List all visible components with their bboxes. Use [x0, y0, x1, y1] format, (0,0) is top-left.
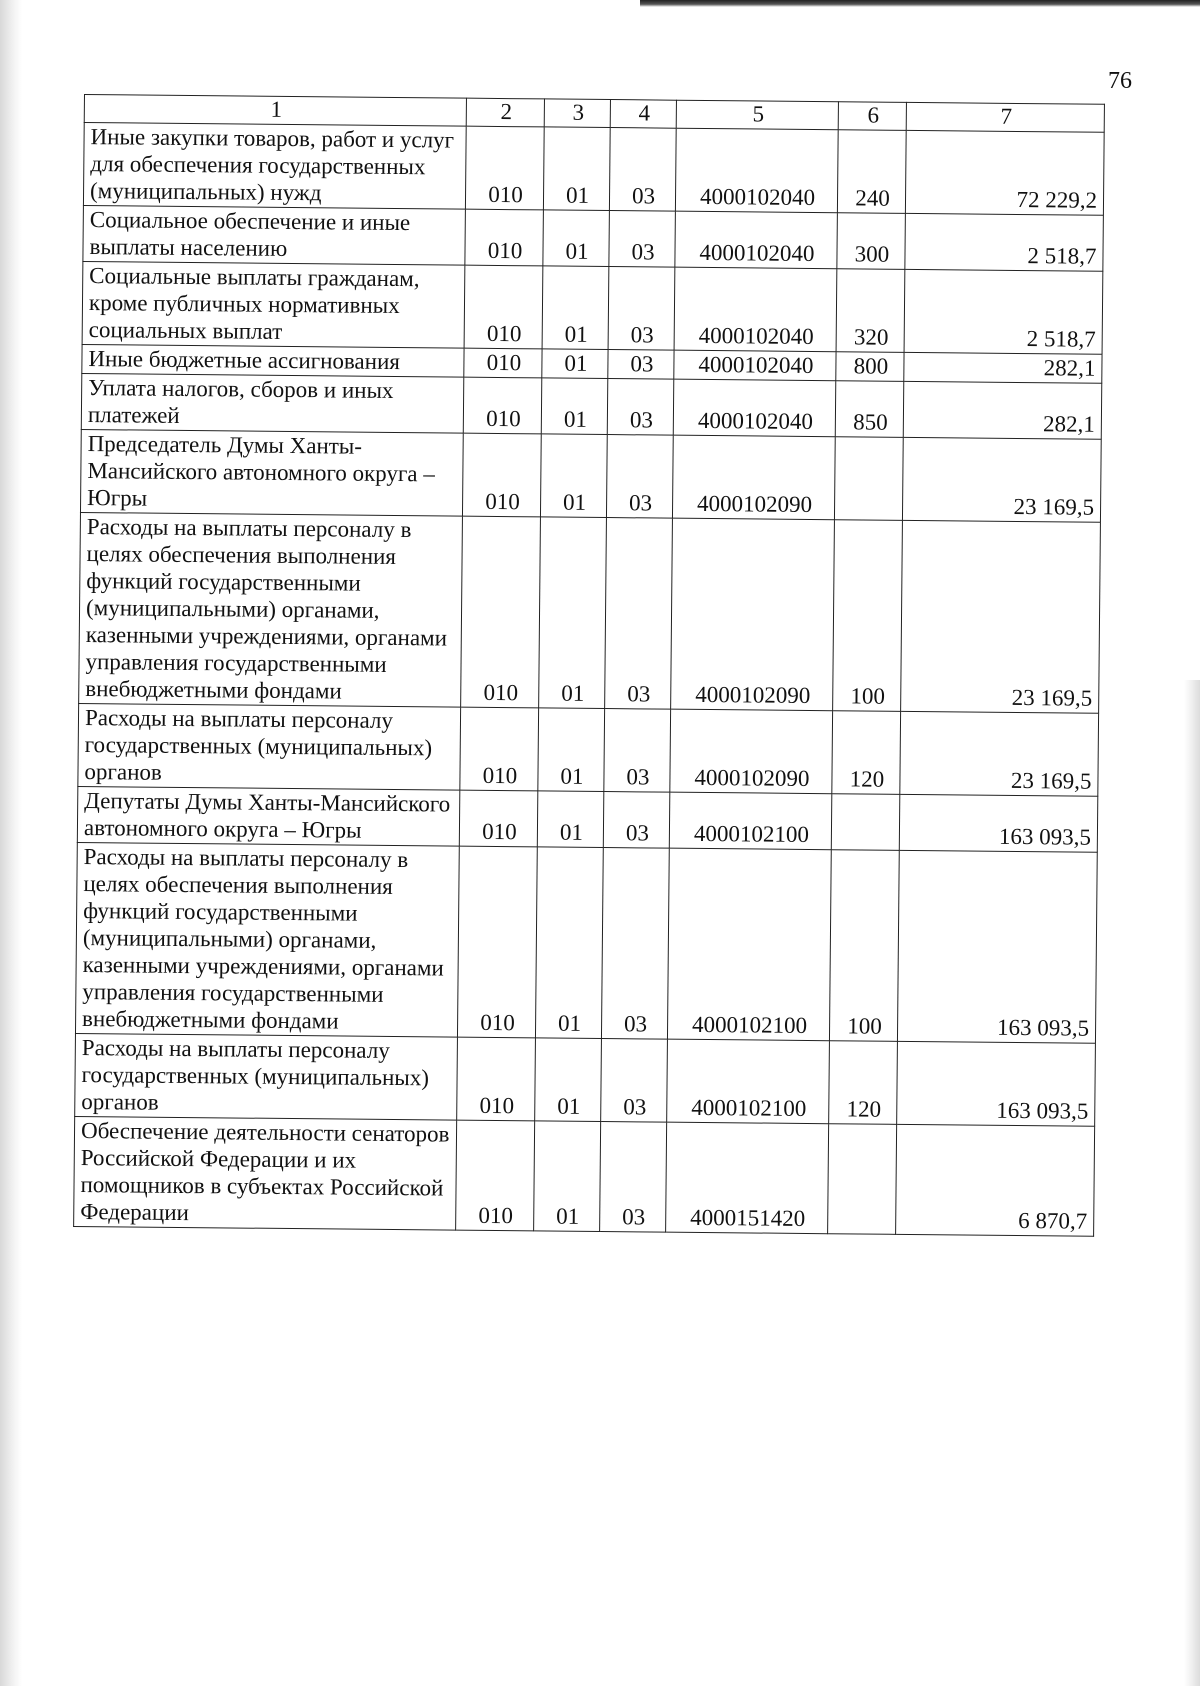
row-amount-cell: 6 870,7 — [896, 1124, 1095, 1236]
scan-edge-right — [1184, 680, 1200, 1686]
row-code-subsection-cell: 03 — [609, 211, 676, 268]
row-code-section-cell: 01 — [537, 791, 604, 848]
row-code-target-cell: 4000102100 — [669, 792, 832, 850]
row-code-target-cell: 4000102090 — [672, 435, 835, 520]
scan-edge-top — [640, 0, 1200, 7]
row-code-subsection-cell: 03 — [604, 709, 671, 793]
header-cell: 3 — [544, 99, 610, 128]
table-row — [82, 261, 1103, 354]
table-row — [75, 842, 1097, 1043]
row-code-section-cell: 01 — [542, 266, 609, 350]
row-code-subsection-cell: 03 — [601, 848, 669, 1040]
row-code-target-cell: 4000102040 — [674, 350, 836, 381]
row-code-target-cell: 4000102090 — [671, 518, 835, 711]
row-code-expense-type-cell — [834, 437, 903, 521]
row-amount-cell: 2 518,7 — [905, 213, 1104, 271]
table-row — [79, 512, 1101, 713]
row-code-section-cell: 01 — [535, 847, 603, 1039]
header-cell: 1 — [84, 95, 466, 127]
table-row — [83, 205, 1103, 271]
table-row — [81, 373, 1101, 439]
row-code-subsection-cell: 03 — [609, 128, 676, 212]
row-amount-cell: 163 093,5 — [899, 794, 1098, 852]
row-code-ministry-cell: 010 — [462, 433, 541, 517]
header-cell: 5 — [676, 100, 838, 130]
row-code-ministry-cell: 010 — [464, 348, 542, 378]
table-row — [80, 429, 1101, 522]
row-code-target-cell: 4000102040 — [674, 267, 837, 352]
row-name-cell: Председатель Думы Ханты-Мансийского автономного округа – Югры — [80, 429, 463, 516]
row-code-expense-type-cell: 850 — [835, 381, 904, 438]
row-amount-cell: 72 229,2 — [905, 130, 1104, 215]
row-code-target-cell: 4000151420 — [666, 1122, 829, 1234]
header-cell: 7 — [906, 102, 1104, 132]
row-amount-cell: 282,1 — [903, 381, 1102, 439]
row-name-cell: Обеспечение деятельности сенаторов Российской Федерации и их помощников в субъектах Российской Федерации — [74, 1116, 457, 1230]
row-name-cell: Иные закупки товаров, работ и услуг для обеспечения государственных (муниципальных) нужд — [83, 123, 466, 210]
row-amount-cell: 163 093,5 — [897, 850, 1097, 1043]
row-code-subsection-cell: 03 — [608, 267, 675, 351]
budget-table — [73, 94, 1105, 1237]
row-code-target-cell: 4000102040 — [675, 211, 838, 269]
table-row — [75, 1033, 1096, 1126]
row-name-cell: Расходы на выплаты персоналу государственных (муниципальных) органов — [78, 703, 461, 790]
row-code-subsection-cell: 03 — [600, 1122, 667, 1233]
row-name-cell: Социальные выплаты гражданам, кроме публичных нормативных социальных выплат — [82, 261, 465, 348]
table-row — [74, 1116, 1095, 1236]
row-code-section-cell: 01 — [540, 434, 607, 518]
row-code-section-cell: 01 — [534, 1121, 601, 1232]
header-cell: 4 — [610, 100, 676, 129]
header-cell: 2 — [466, 98, 544, 127]
row-amount-cell: 23 169,5 — [901, 520, 1101, 713]
row-code-ministry-cell: 010 — [459, 790, 538, 847]
table-row — [78, 703, 1099, 796]
page-number: 76 — [1108, 68, 1132, 94]
header-cell: 6 — [838, 102, 906, 131]
row-name-cell: Социальное обеспечение и иные выплаты населению — [83, 205, 466, 265]
row-code-target-cell: 4000102040 — [673, 379, 836, 437]
row-code-expense-type-cell: 300 — [837, 213, 906, 270]
row-code-section-cell: 01 — [543, 210, 610, 267]
row-code-expense-type-cell — [828, 1124, 897, 1235]
row-code-subsection-cell: 03 — [601, 1039, 668, 1123]
row-amount-cell: 282,1 — [904, 352, 1102, 383]
row-name-cell: Иные бюджетные ассигнования — [82, 344, 464, 377]
row-amount-cell: 163 093,5 — [897, 1041, 1096, 1126]
row-code-subsection-cell: 03 — [606, 435, 673, 519]
table-row — [77, 786, 1097, 852]
row-name-cell: Расходы на выплаты персоналу в целях обеспечения выполнения функций государственными (муниципальными) органами, казенными учреждениями, органами управления государственными внебюджетными фондами — [75, 842, 459, 1037]
row-amount-cell: 2 518,7 — [904, 269, 1103, 354]
table-row — [83, 123, 1104, 216]
row-code-ministry-cell: 010 — [465, 209, 544, 266]
row-code-subsection-cell: 03 — [608, 350, 674, 380]
row-code-expense-type-cell: 800 — [836, 352, 904, 382]
row-code-expense-type-cell — [831, 794, 900, 851]
row-code-section-cell: 01 — [538, 708, 605, 792]
row-code-subsection-cell: 03 — [605, 518, 673, 710]
row-name-cell: Уплата налогов, сборов и иных платежей — [81, 373, 464, 433]
row-code-subsection-cell: 03 — [603, 792, 670, 849]
row-code-section-cell: 01 — [541, 378, 608, 435]
row-code-ministry-cell: 010 — [463, 377, 542, 434]
row-name-cell: Расходы на выплаты персоналу в целях обеспечения выполнения функций государственными (муниципальными) органами, казенными учреждениями, органами управления государственными внебюджетными фондами — [79, 512, 463, 707]
row-name-cell: Депутаты Думы Ханты-Мансийского автономного округа – Югры — [77, 786, 460, 846]
row-code-section-cell: 01 — [539, 517, 607, 709]
row-code-section-cell: 01 — [543, 127, 610, 211]
row-code-expense-type-cell: 320 — [836, 269, 905, 353]
row-code-section-cell: 01 — [542, 349, 608, 379]
row-code-target-cell: 4000102090 — [670, 709, 833, 794]
row-code-target-cell: 4000102100 — [667, 848, 831, 1041]
row-code-ministry-cell: 010 — [461, 516, 541, 708]
row-code-ministry-cell: 010 — [457, 1037, 536, 1121]
row-code-subsection-cell: 03 — [607, 379, 674, 436]
row-amount-cell: 23 169,5 — [902, 437, 1101, 522]
scan-edge-left — [0, 0, 22, 1686]
row-code-expense-type-cell: 120 — [832, 711, 901, 795]
row-code-expense-type-cell: 100 — [829, 850, 899, 1042]
row-code-ministry-cell: 010 — [457, 846, 537, 1038]
row-name-cell: Расходы на выплаты персоналу государственных (муниципальных) органов — [75, 1033, 458, 1120]
row-code-ministry-cell: 010 — [460, 707, 539, 791]
row-code-ministry-cell: 010 — [456, 1120, 535, 1231]
row-code-ministry-cell: 010 — [464, 265, 543, 349]
row-code-target-cell: 4000102100 — [667, 1039, 830, 1124]
row-code-section-cell: 01 — [535, 1038, 602, 1122]
row-amount-cell: 23 169,5 — [900, 711, 1099, 796]
row-code-ministry-cell: 010 — [465, 126, 544, 210]
row-code-expense-type-cell: 100 — [833, 520, 903, 712]
row-code-expense-type-cell: 240 — [837, 130, 906, 214]
row-code-expense-type-cell: 120 — [829, 1041, 898, 1125]
row-code-target-cell: 4000102040 — [675, 128, 838, 213]
